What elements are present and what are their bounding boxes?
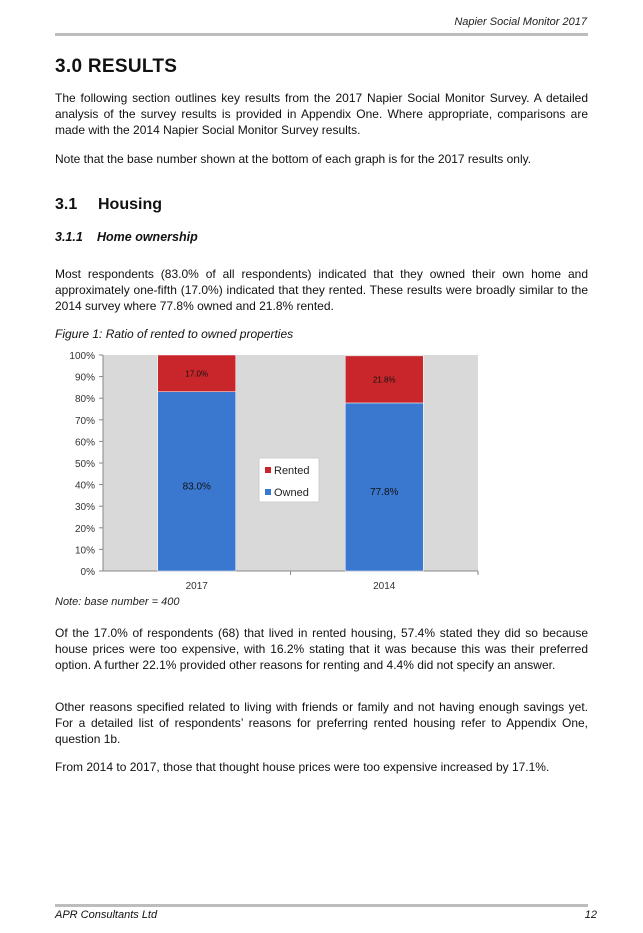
y-tick-label: 80% [74,394,95,406]
y-tick-label: 90% [74,372,95,384]
x-tick-label: 2014 [373,581,396,592]
ownership-paragraph: Most respondents (83.0% of all respondents) indicated that they owned their own home and approximately one-fifth (17.0%) indicated that they rented. These results were broadly similar to the 2014 survey where 77.8% owned and 21.8% rented. [55,267,588,313]
data-label-owned-2014: 77.8% [370,486,399,498]
trend-paragraph: From 2014 to 2017, those that thought house prices were too expensive increased by 17.1%. [55,760,550,774]
page-number: 12 [584,909,597,921]
y-tick-label: 10% [74,545,95,557]
y-tick-label: 20% [74,523,95,535]
header-rule [55,33,588,36]
y-tick-label: 70% [74,415,95,427]
housing-heading [55,196,162,214]
chart-legend [259,458,319,502]
other-reasons-paragraph: Other reasons specified related to living with friends or family and not having enough savings yet. For a detailed list of respondents’ reasons for preferring rented housing refer to Appendix One, question 1b. [55,700,588,746]
y-tick-label: 40% [74,480,95,492]
home-ownership-title: Home ownership [97,230,198,244]
home-ownership-heading [55,230,198,244]
y-tick-label: 60% [74,437,95,449]
rented-reasons-paragraph: Of the 17.0% of respondents (68) that lived in rented housing, 57.4% stated they did so because house prices were too expensive, with 16.2% stating that it was because this was their preferred option. A further 22.1% provided other reasons for renting and 4.4% did not specify an answer. [55,626,588,672]
data-label-rented-2017: 17.0% [185,369,209,379]
home-ownership-number: 3.1.1 [55,230,83,244]
x-tick-label: 2017 [185,581,208,592]
footer-rule [55,904,588,907]
base-number-note: Note that the base number shown at the bottom of each graph is for the 2017 results only. [55,152,532,166]
legend-swatch-owned [265,489,271,495]
legend-label-owned: Owned [274,487,309,499]
data-label-rented-2014: 21.8% [372,375,396,385]
figure-note: Note: base number = 400 [55,596,180,608]
legend-swatch-rented [265,467,271,473]
figure-caption: Figure 1: Ratio of rented to owned properties [55,327,294,341]
footer-company: APR Consultants Ltd [55,909,158,921]
page-header: Napier Social Monitor 2017 [454,16,587,28]
housing-number: 3.1 [55,196,78,213]
section-heading: 3.0 RESULTS [55,56,178,77]
data-label-owned-2017: 83.0% [182,481,211,493]
y-tick-label: 50% [74,459,95,470]
intro-paragraph: The following section outlines key results from the 2017 Napier Social Monitor Survey. A detailed analysis of the survey results is provided in Appendix One. Where appropriate, comparisons are made with the 2014 Napier Social Monitor Survey results. [55,91,588,137]
y-tick-label: 30% [74,502,95,514]
housing-title: Housing [98,196,162,213]
legend-label-rented: Rented [274,465,310,477]
y-tick-label: 0% [80,567,95,578]
ownership-chart [55,345,485,595]
y-tick-label: 100% [69,351,95,362]
